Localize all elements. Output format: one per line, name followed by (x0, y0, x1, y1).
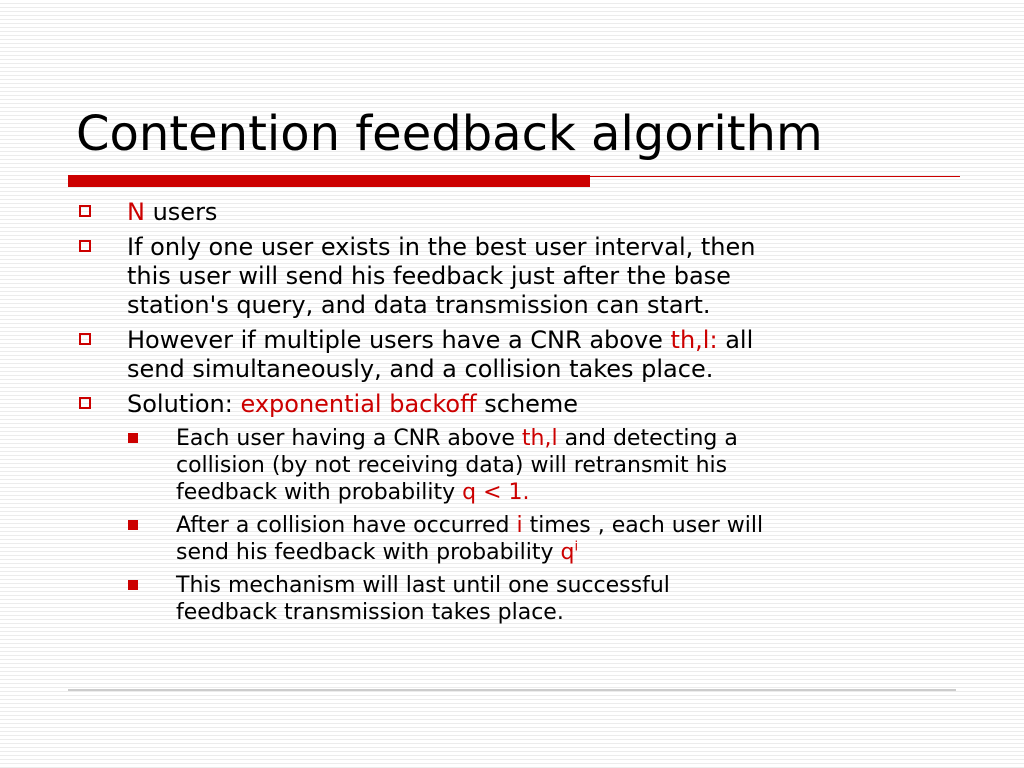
bullet-text: scheme (476, 390, 579, 418)
bullet-item-multiple-users (76, 326, 956, 384)
sub-bullet-text: times , each user will (522, 513, 764, 538)
sub-bullet-text: send his feedback with probability (176, 540, 561, 565)
bullet-item-users (76, 198, 956, 227)
sub-bullet-line: feedback transmission takes place. (176, 600, 564, 625)
bullet-variable-n: N (127, 198, 145, 226)
sub-bullet-line (176, 539, 956, 566)
sub-bullet-text: feedback with probability (176, 480, 463, 505)
threshold-term: th,l (521, 426, 558, 451)
bullet-text: all (717, 326, 754, 354)
filled-square-bullet-icon (128, 433, 138, 443)
collision-count-term: i (516, 513, 523, 538)
threshold-term: th,l: (670, 326, 718, 354)
probability-term: q < 1. (462, 480, 530, 505)
bullet-text: However if multiple users have a CNR above (127, 326, 671, 354)
hollow-square-bullet-icon (79, 240, 91, 252)
slide-title: Contention feedback algorithm (76, 106, 823, 162)
bullet-list (76, 198, 956, 632)
title-underline-thick (68, 175, 590, 187)
sub-bullet-retransmit (76, 425, 956, 506)
bullet-text: Solution: (127, 390, 241, 418)
sub-bullet-text: After a collision have occurred (176, 513, 517, 538)
sub-bullet-line (176, 425, 956, 452)
exponential-backoff-term: exponential backoff (240, 390, 477, 418)
bullet-text: users (144, 198, 218, 226)
exponent-term: i (574, 539, 579, 555)
bullet-line: send simultaneously, and a collision takes place. (127, 355, 714, 383)
bullet-item-solution (76, 390, 956, 419)
sub-bullet-text: and detecting a (557, 426, 738, 451)
probability-term: q (560, 540, 575, 565)
sub-bullet-line (176, 479, 956, 506)
bullet-line (127, 326, 956, 355)
bullet-line: this user will send his feedback just after the base (127, 262, 731, 290)
bullet-item-single-user (76, 233, 956, 320)
sub-bullet-text: Each user having a CNR above (176, 426, 522, 451)
sub-bullet-line: collision (by not receiving data) will retransmit his (176, 453, 728, 478)
sub-bullet-line (176, 512, 956, 539)
footer-divider (68, 689, 956, 691)
sub-bullet-mechanism (76, 572, 956, 626)
filled-square-bullet-icon (128, 520, 138, 530)
hollow-square-bullet-icon (79, 397, 91, 409)
filled-square-bullet-icon (128, 580, 138, 590)
bullet-line: If only one user exists in the best user interval, then (127, 233, 756, 261)
bullet-line: station's query, and data transmission can start. (127, 291, 711, 319)
sub-bullet-after-collision (76, 512, 956, 566)
title-underline-thin (590, 176, 960, 177)
hollow-square-bullet-icon (79, 333, 91, 345)
sub-bullet-line: This mechanism will last until one successful (176, 573, 670, 598)
hollow-square-bullet-icon (79, 205, 91, 217)
